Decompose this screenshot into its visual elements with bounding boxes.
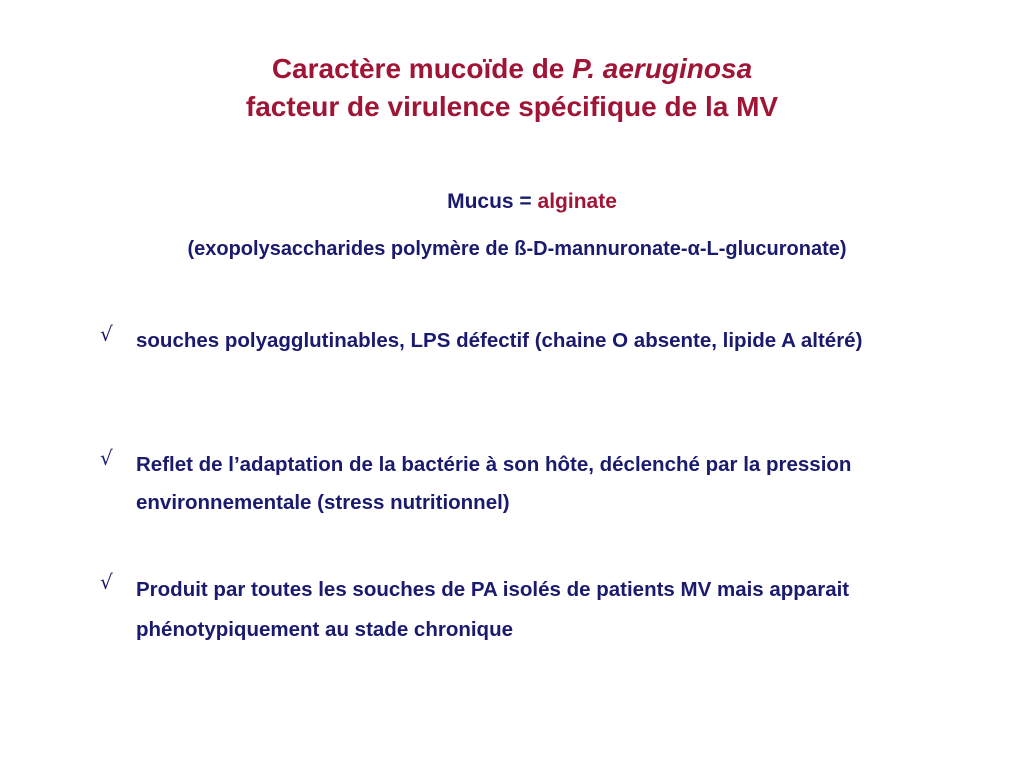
title-line-1-prefix: Caractère mucoïde de <box>271 53 573 84</box>
formula-text: (exopolysaccharides polymère de ß-D-mannuronate-α-L-glucuronate) <box>187 238 847 260</box>
subtitle-accent: alginate <box>537 190 617 213</box>
title-species: P. aeruginosa <box>572 53 753 84</box>
title-line-1 <box>0 50 1024 88</box>
subtitle <box>0 190 1024 214</box>
slide-title <box>0 50 1024 126</box>
checkmark-icon: √ <box>100 446 113 470</box>
title-line-2: facteur de virulence spécifique de la MV <box>245 91 779 122</box>
subtitle-prefix: Mucus = <box>447 190 538 213</box>
bullet-text-1: souches polyagglutinables, LPS défectif (chaine O absente, lipide A altéré) <box>136 329 863 352</box>
bullet-item-1 <box>100 322 980 360</box>
bullet-item-2 <box>100 446 980 522</box>
bullet-text-2: Reflet de l’adaptation de la bactérie à son hôte, déclenché par la pression environnementale (stress nutritionnel) <box>136 453 852 514</box>
checkmark-icon: √ <box>100 570 113 594</box>
bullet-item-3 <box>100 570 980 650</box>
bullet-text-3: Produit par toutes les souches de PA isolés de patients MV mais apparait phénotypiquement au stade chronique <box>136 578 850 641</box>
checkmark-icon: √ <box>100 322 113 346</box>
